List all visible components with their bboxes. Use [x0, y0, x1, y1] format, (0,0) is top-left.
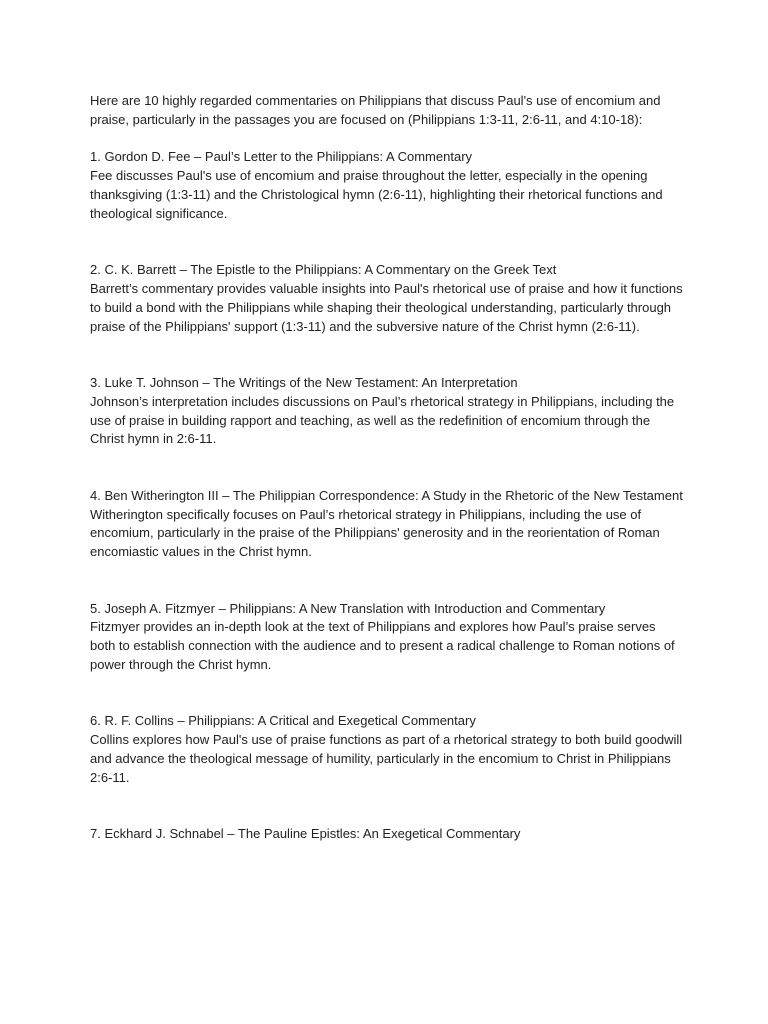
commentary-entry-2 [90, 261, 684, 336]
entry-title: 2. C. K. Barrett – The Epistle to the Philippians: A Commentary on the Greek Text [90, 262, 557, 278]
entry-description: Barrett’s commentary provides valuable insights into Paul's rhetorical use of praise and how it functions to build a bond with the Philippians while shaping their theological understanding, particularly through praise of the Philippians' support (1:3-11) and the subversive nature of the Christ hymn (2:6-11). [90, 280, 683, 334]
entry-description: Collins explores how Paul's use of praise functions as part of a rhetorical strategy to both build goodwill and advance the theological message of humility, particularly in the encomium to Christ in Philippians 2:6-11. [90, 732, 683, 785]
document-page [90, 92, 684, 844]
entry-title: 4. Ben Witherington III – The Philippian Correspondence: A Study in the Rhetoric of the New Testament [90, 487, 683, 503]
entry-title: 6. R. F. Collins – Philippians: A Critical and Exegetical Commentary [90, 713, 476, 729]
entry-title: 1. Gordon D. Fee – Paul’s Letter to the Philippians: A Commentary [90, 149, 473, 165]
commentary-entry-1 [90, 148, 684, 223]
intro-paragraph: Here are 10 highly regarded commentaries on Philippians that discuss Paul's use of encomium and praise, particularly in the passages you are focused on (Philippians 1:3-11, 2:6-11, and 4:10-18): [90, 93, 661, 127]
entry-title: 7. Eckhard J. Schnabel – The Pauline Epistles: An Exegetical Commentary [90, 826, 521, 842]
commentary-entry-6 [90, 712, 684, 787]
commentary-entry-4 [90, 487, 684, 562]
entry-title: 5. Joseph A. Fitzmyer – Philippians: A New Translation with Introduction and Commentary [90, 600, 606, 616]
entry-description: Fitzmyer provides an in-depth look at the text of Philippians and explores how Paul’s praise serves both to establish connection with the audience and to present a radical challenge to Roman notions of power through the Christ hymn. [90, 619, 675, 672]
entry-description: Witherington specifically focuses on Paul’s rhetorical strategy in Philippians, including the use of encomium, particularly in the praise of the Philippians' generosity and in the reorientation of Roman encomiastic values in the Christ hymn. [90, 506, 660, 560]
commentary-entry-5 [90, 600, 684, 675]
entry-description: Johnson’s interpretation includes discussions on Paul’s rhetorical strategy in Philippians, including the use of praise in building rapport and teaching, as well as the redefinition of encomium through the Christ hymn in 2:6-11. [90, 393, 675, 447]
entry-description: Fee discusses Paul's use of encomium and praise throughout the letter, especially in the opening thanksgiving (1:3-11) and the Christological hymn (2:6-11), highlighting their rhetorical functions and theological significance. [90, 168, 663, 221]
entry-title: 3. Luke T. Johnson – The Writings of the New Testament: An Interpretation [90, 374, 518, 390]
commentary-entry-7 [90, 825, 684, 844]
commentary-entry-3 [90, 374, 684, 449]
